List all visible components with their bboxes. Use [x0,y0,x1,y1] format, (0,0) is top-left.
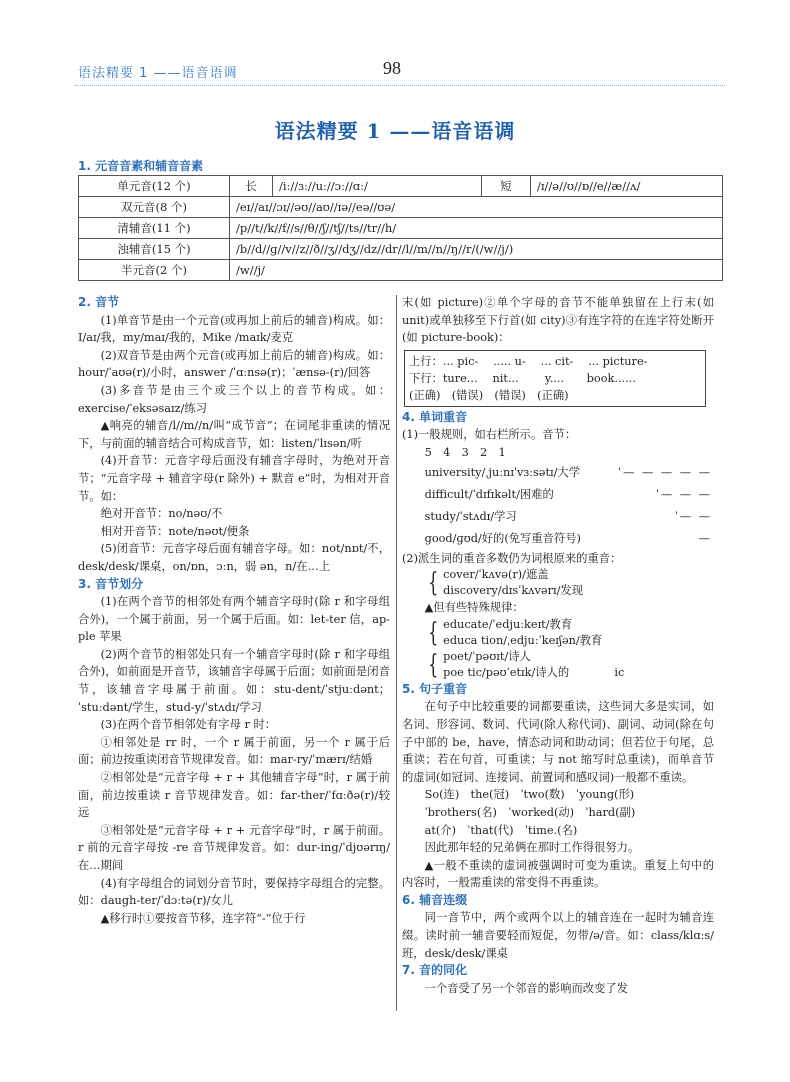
section-1-heading: 1. 元音音素和辅音音素 [78,159,204,173]
example: ˈbrothers(名) ˈworked(动) ˈhard(副) [424,805,636,819]
box-row: 上行：... pic- ..... u- ... cit- ... picture- [409,354,648,368]
stress-example [402,462,714,484]
short-vowels: /ɪ//ə//ʊ//ɒ//e//æ//ʌ/ [531,176,723,197]
page-title: 语法精要 1 ——语音语调 [274,119,516,143]
table-row [79,239,723,260]
row-label: 单元音(12 个) [79,176,230,197]
short-label: 短 [482,176,531,197]
row-label: 清辅音(11 个) [79,218,230,239]
page-number: 98 [383,58,401,78]
brace-icon: { [427,617,438,648]
word-pair [402,649,714,681]
paragraph: 在句子中比较重要的词都要重读，这些词大多是实词，如名词、形容词、数词、代词(除人称代词)、副词、动词(除在句子中部的 be，have，情态动词和助动词；但若位于句尾，总重读；若在句首，可重读；与 not 缩写时总重读)，而单音节的虚词(如冠词、连接词、前置词和感叹词)一般都不重读。 [402,700,714,784]
table-row [79,260,723,281]
row-value: /p//t//k//f//s//θ//ʃ//tʃ//ts//tr//h/ [230,218,723,239]
long-label: 长 [230,176,273,197]
stress-dashes: ˈ— — [674,509,712,523]
section-7-heading: 7. 音的同化 [402,963,468,978]
row-value: /eɪ//aɪ//ɔɪ//əʊ//aʊ//ɪə//eə//ʊə/ [230,197,723,218]
running-head: 语法精要 1 ——语音语调 [78,66,238,81]
section-5-heading: 5. 句子重音 [402,681,468,696]
paragraph: (2)两个音节的相邻处只有一个辅音字母时(除 r 和字母组合外)，如前面是开音节，该辅音字母属于后面；如前面是闭音节，该辅音字母属于前面。如：stu-dent/ˈstjuːdənt；ˈstuːdənt/学生，stud-y/ˈstʌdɪ/学习 [78,647,390,714]
word-pair [402,617,714,649]
example: 绝对开音节：no/nəʊ/不 [100,507,223,521]
stress-example [402,484,714,506]
brace-icon: { [427,649,438,680]
word: educate/ˈedjuːkeɪt/教育 [443,617,573,631]
row-value: /b//d//ɡ//v//z//ð//ʒ//dʒ//dz//dr//l//m//n//ŋ//r/(/w//j/) [230,239,723,260]
word: poet/ˈpəʊɪt/诗人 [443,649,531,663]
paragraph: (2)派生词的重音多数仍为词根原来的重音： [402,551,622,565]
column-divider [396,295,397,1011]
left-column [78,294,390,927]
section-4-heading: 4. 单词重音 [402,409,468,424]
table-row [79,197,723,218]
note: ▲移行时①要按音节移，连字符“-”位于行 [100,911,306,925]
paragraph: 末(如 picture)②单个字母的音节不能单独留在上行末(如 unit)或单独移至下行首(如 city)③有连字符的在连字符处断开(如 picture-book)： [402,296,714,345]
section-6-heading: 6. 辅音连缀 [402,892,468,907]
phoneme-table [78,175,723,281]
box-row: 下行：ture... nit... y.... book...... [409,371,636,385]
word: good/ɡʊd/好的(免写重音符号) [424,531,581,545]
paragraph: (3)在两个音节相邻处有字母 r 时： [100,718,277,732]
table-row [79,218,723,239]
syllable-numbers: 5 4 3 2 1 [424,445,506,459]
paragraph: ①相邻处是 rr 时，一个 r 属于前面，另一个 r 属于后面；前边按重读闭音节规律发音。如：mar-ry/ˈmærɪ/结婚 [78,735,390,767]
box-row: (正确) (错误) (错误) (正确) [409,388,569,402]
paragraph: (1)单音节是由一个元音(或再加上前后的辅音)构成。如：I/aɪ/我，my/maɪ/我的，Mike /maɪk/麦克 [78,313,390,345]
word: university/ˌjuːnɪˈvɜːsətɪ/大学 [424,465,581,479]
note: ▲响亮的辅音/l//m//n/叫“成节音”；在词尾非重读的情况下，与前面的辅音结合可构成音节，如：listen/ˈlɪsən/听 [78,419,390,450]
paragraph: (1)在两个音节的相邻处有两个辅音字母时(除 r 和字母组合外)，一个属于前面，另一个属于后面。如：let-ter 信，ap-ple 苹果 [78,595,390,644]
example-translation: 因此那年轻的兄弟俩在那时工作得很努力。 [424,841,640,855]
row-label: 半元音(2 个) [79,260,230,281]
paragraph: (5)闭音节：元音字母后面有辅音字母。如：not/nɒt/不，desk/desk/课桌，on/ɒn，ɔːn，弱 ən，n/在…上 [78,542,390,573]
word: study/ˈstʌdɪ/学习 [424,509,517,523]
example: So(连) the(冠) ˈtwo(数) ˈyoung(形) [424,788,635,802]
stress-dashes: ˈ— — — — — [618,465,712,479]
word: educa tion/ˌedjuːˈkeɪʃən/教育 [443,633,603,647]
long-vowels: /iː//ɜː//uː//ɔː//ɑː/ [273,176,482,197]
hyphenation-example-box [404,350,706,407]
example: at(介) ˈthat(代) ˈtime.(名) [424,823,578,837]
paragraph: (4)开音节：元音字母后面没有辅音字母时，为绝对开音节；“元音字母 + 辅音字母(r 除外) + 默音 e”时，为相对开音节。如： [78,454,390,503]
section-3-heading: 3. 音节划分 [78,576,144,591]
paragraph: (1)一般规则，如右栏所示。音节： [402,428,577,442]
paragraph: 一个音受了另一个邻音的影响而改变了发 [424,981,628,995]
word-pair [402,567,714,599]
paragraph: (2)双音节是由两个元音(或再加上前后的辅音)构成。如：hour/ˈaʊə(r)/小时，answer /ˈɑːnsə(r)；ˈænsə-(r)/回答 [78,348,390,380]
paragraph: ③相邻处是“元音字母 + r + 元音字母”时，r 属于前面。r 前的元音字母按 -re 音节规律发音。如：dur-ing/ˈdjʊərɪŋ/在…期间 [78,823,390,872]
right-column [402,294,714,997]
stress-example [402,528,714,550]
note: ▲但有些特殊规律： [424,601,524,615]
section-2-heading: 2. 音节 [78,295,120,309]
word: poe tic/pəʊˈetɪk/诗人的 ic [443,665,625,679]
word: cover/ˈkʌvə(r)/遮盖 [443,568,549,582]
paragraph: (3)多音节是由三个或三个以上的音节构成。如：exercise/ˈeksəsaɪz/练习 [78,383,390,415]
paragraph: ②相邻处是“元音字母 + r + 其他辅音字母”时，r 属于前面，前边按重读 r 音节规律发音。如：far-ther/ˈfɑːðə(r)/较远 [78,771,390,820]
word: discovery/dɪsˈkʌvərɪ/发现 [443,584,584,598]
paragraph: 同一音节中，两个或两个以上的辅音连在一起时为辅音连缀。读时前一辅音要轻而短促，勿带/ə/音。如：class/klɑːs/班，desk/desk/课桌 [402,911,714,960]
stress-dashes: — [698,531,712,545]
row-value: /w//j/ [230,260,723,281]
brace-icon: { [427,568,438,599]
example: 相对开音节：note/nəʊt/便条 [100,524,250,538]
stress-example [402,506,714,528]
word: difficult/ˈdɪfɪkəlt/困难的 [424,487,554,501]
header-divider [75,85,725,86]
row-label: 双元音(8 个) [79,197,230,218]
note: ▲一般不重读的虚词被强调时可变为重读。重复上句中的内容时，一般需重读的常变得不再重读。 [402,858,714,890]
row-label: 浊辅音(15 个) [79,239,230,260]
paragraph: (4)有字母组合的词划分音节时，要保持字母组合的完整。如：daugh-ter/ˈdɔːtə(r)/女儿 [78,876,390,908]
table-row [79,176,723,197]
stress-dashes: ˈ— — — [655,487,712,501]
